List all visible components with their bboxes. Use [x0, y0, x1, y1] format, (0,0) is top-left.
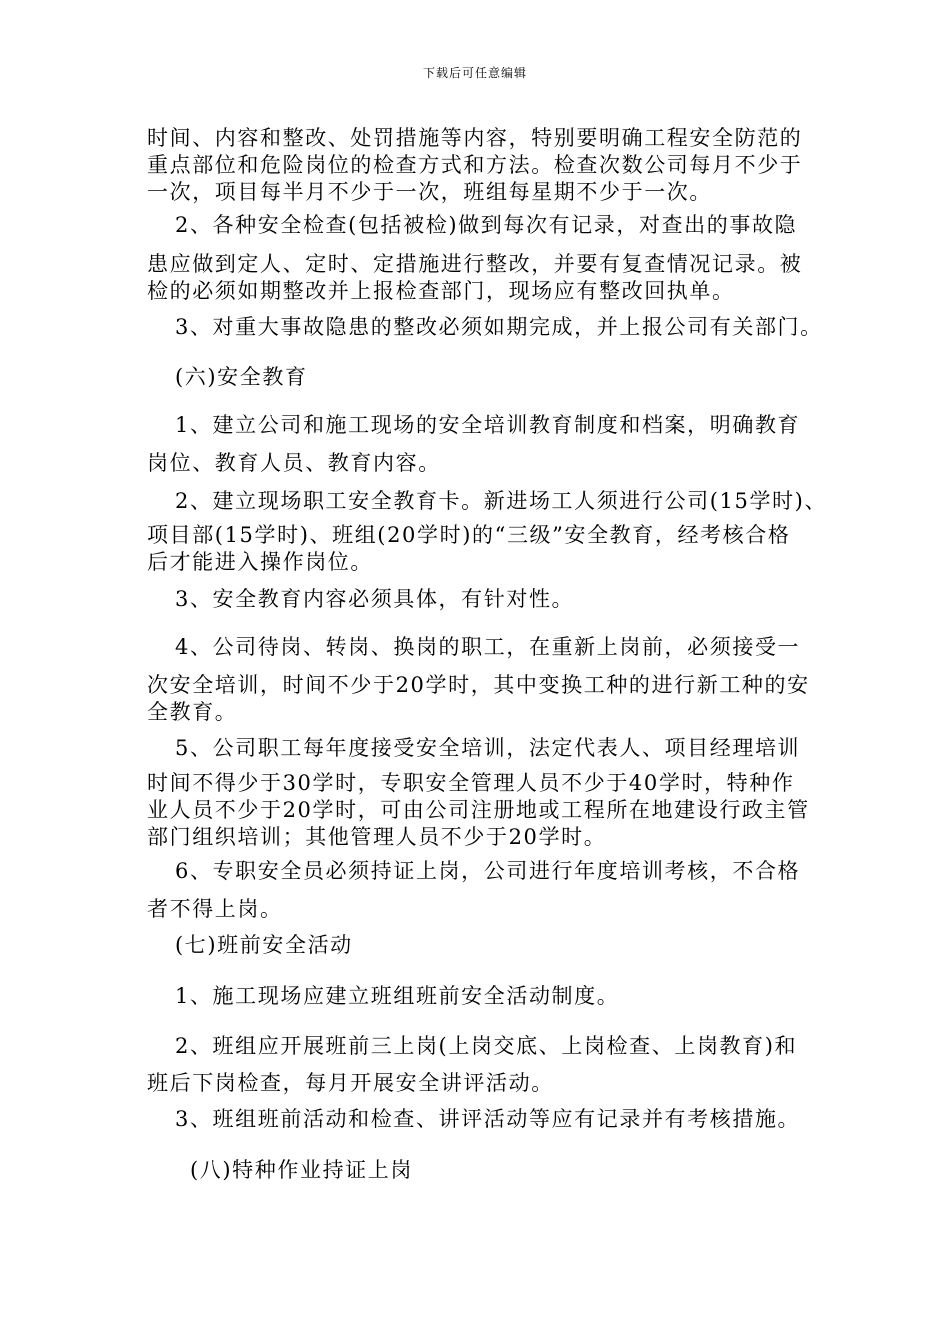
text-line: 3、班组班前活动和检查、讲评活动等应有记录并有考核措施。 — [175, 1107, 801, 1131]
text-line: 1、施工现场应建立班组班前安全活动制度。 — [175, 984, 620, 1008]
text-line: 2、建立现场职工安全教育卡。新进场工人须进行公司(15学时)、 — [175, 489, 828, 513]
text-line: 3、对重大事故隐患的整改必须如期完成，并上报公司有关部门。 — [175, 315, 823, 339]
text-line: 者不得上岗。 — [147, 897, 283, 921]
text-line: 全教育。 — [147, 700, 238, 724]
text-line: 2、各种安全检查(包括被检)做到每次有记录，对查出的事故隐 — [175, 213, 798, 237]
page-header-note: 下载后可任意编辑 — [422, 66, 527, 80]
text-line: 项目部(15学时)、班组(20学时)的“三级”安全教育，经考核合格 — [147, 523, 791, 547]
text-line: 5、公司职工每年度接受安全培训，法定代表人、项目经理培训 — [175, 736, 801, 760]
text-line: 次安全培训，时间不少于20学时，其中变换工种的进行新工种的安 — [147, 673, 810, 697]
section-heading: (八)特种作业持证上岗 — [190, 1158, 413, 1182]
text-line: 时间不得少于30学时，专职安全管理人员不少于40学时，特种作 — [147, 771, 795, 795]
text-line: 患应做到定人、定时、定措施进行整改，并要有复查情况记录。被 — [147, 252, 803, 276]
text-line: 班后下岗检查，每月开展安全讲评活动。 — [147, 1071, 554, 1095]
text-line: 岗位、教育人员、教育内容。 — [147, 451, 441, 475]
text-line: 4、公司待岗、转岗、换岗的职工，在重新上岗前，必须接受一 — [175, 635, 801, 659]
text-line: 检的必须如期整改并上报检查部门，现场应有整改回执单。 — [147, 279, 735, 303]
text-line: 6、专职安全员必须持证上岗，公司进行年度培训考核，不合格 — [175, 859, 801, 883]
text-line: 1、建立公司和施工现场的安全培训教育制度和档案，明确教育 — [175, 413, 801, 437]
text-line: 部门组织培训；其他管理人员不少于20学时。 — [147, 825, 607, 849]
text-line: 一次，项目每半月不少于一次，班组每星期不少于一次。 — [147, 180, 712, 204]
text-line: 2、班组应开展班前三上岗(上岗交底、上岗检查、上岗教育)和 — [175, 1034, 798, 1058]
text-line: 3、安全教育内容必须具体，有针对性。 — [175, 587, 575, 611]
section-heading: (七)班前安全活动 — [175, 933, 353, 957]
text-line: 后才能进入操作岗位。 — [147, 550, 373, 574]
text-line: 重点部位和危险岗位的检查方式和方法。检查次数公司每月不少于 — [147, 153, 803, 177]
text-line: 业人员不少于20学时，可由公司注册地或工程所在地建设行政主管 — [147, 798, 810, 822]
text-line: 时间、内容和整改、处罚措施等内容，特别要明确工程安全防范的 — [147, 126, 803, 150]
section-heading: (六)安全教育 — [175, 365, 308, 389]
